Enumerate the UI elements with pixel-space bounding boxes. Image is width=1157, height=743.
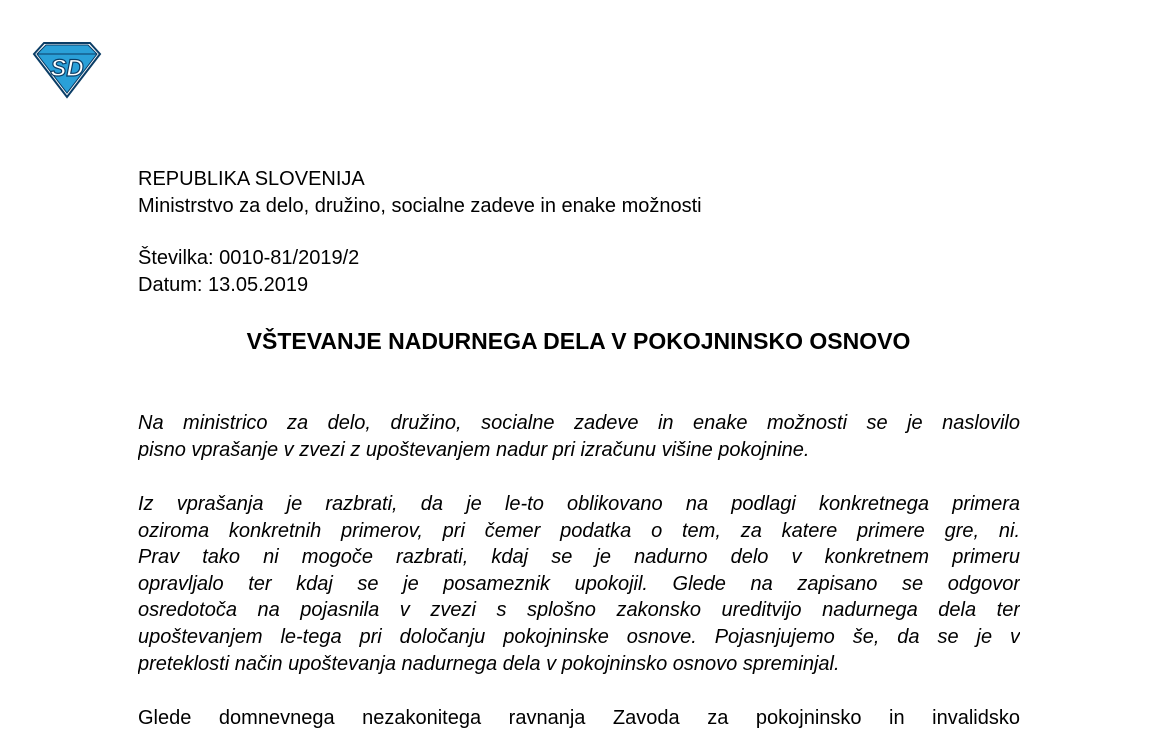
paragraph-line: Prav tako ni mogoče razbrati, kdaj se je nadurno delo v konkretnem primeru — [138, 546, 1020, 569]
paragraph-line: Iz vprašanja je razbrati, da je le-to oblikovano na podlagi konkretnega primera — [138, 493, 1020, 515]
paragraph-line: preteklosti način upoštevanja nadurnega dela v pokojninsko osnovo spreminjal. — [138, 652, 840, 675]
paragraph-line: Glede domnevnega nezakonitega ravnanja Zavoda za pokojninsko in invalidsko — [138, 707, 1020, 729]
country-name: REPUBLIKA SLOVENIJA — [138, 168, 365, 190]
sd-logo — [30, 40, 104, 100]
paragraph-line: opravljalo ter kdaj se je posameznik upokojil. Glede na zapisano se odgovor — [138, 572, 1020, 595]
paragraph-line: oziroma konkretnih primerov, pri čemer podatka o tem, za katere primere gre, ni. — [138, 519, 1020, 542]
paragraph-2 — [138, 491, 1020, 677]
document-date: Datum: 13.05.2019 — [138, 274, 309, 296]
document-number: Številka: 0010-81/2019/2 — [138, 247, 360, 269]
header-block — [138, 166, 702, 220]
document-title: VŠTEVANJE NADURNEGA DELA V POKOJNINSKO OSNOVO — [246, 328, 911, 354]
paragraph-line: upoštevanjem le-tega pri določanju pokojninske osnove. Pojasnjujemo še, da se je v — [138, 625, 1020, 648]
document-meta — [138, 245, 359, 299]
ministry-name: Ministrstvo za delo, družino, socialne zadeve in enake možnosti — [138, 195, 702, 217]
paragraph-3 — [138, 705, 1020, 732]
diamond-sd-logo-icon — [30, 40, 104, 100]
paragraph-line: Na ministrico za delo, družino, socialne zadeve in enake možnosti se je naslovilo — [138, 412, 1020, 434]
paragraph-line: pisno vprašanje v zvezi z upoštevanjem nadur pri izračunu višine pokojnine. — [138, 438, 810, 461]
svg-text:SD: SD — [50, 55, 84, 82]
paragraph-1 — [138, 410, 1020, 463]
paragraph-line: osredotoča na pojasnila v zvezi s splošno zakonsko ureditvijo nadurnega dela ter — [138, 599, 1020, 622]
